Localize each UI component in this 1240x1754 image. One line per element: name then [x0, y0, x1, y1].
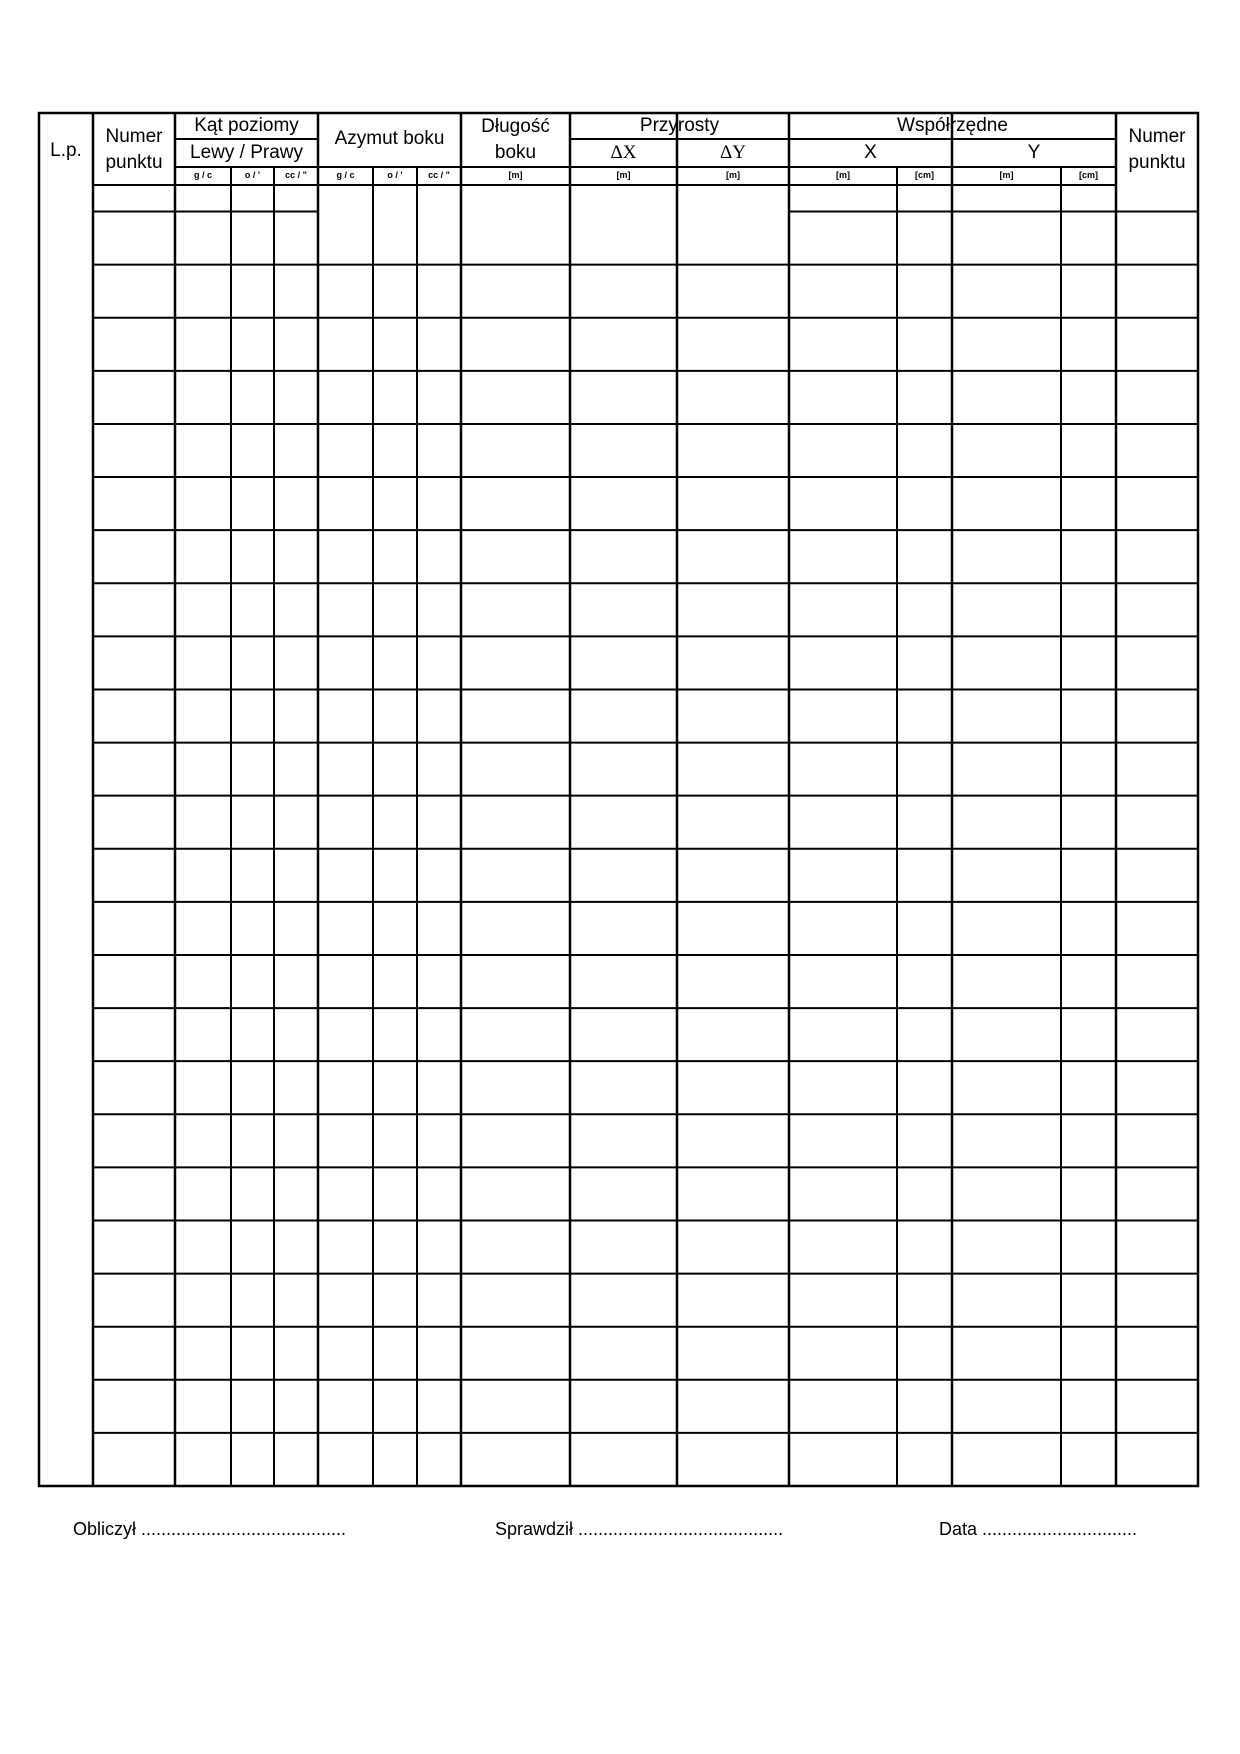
unit-kat-sec: cc / ": [285, 170, 307, 180]
unit-azymut-grad: g / c: [336, 170, 355, 180]
form-border: [39, 113, 1198, 1486]
header-wspolrzedne: Współrzędne: [897, 115, 1008, 136]
header-numer-punktu-left: Numer punktu: [105, 126, 163, 173]
header-azymut-boku: Azymut boku: [334, 128, 445, 149]
unit-kat-grad: g / c: [193, 170, 212, 180]
header-y: Y: [1027, 142, 1041, 163]
unit-x-cm: [cm]: [914, 170, 934, 180]
unit-x-m: [m]: [836, 170, 850, 180]
data-field[interactable]: Data ...............................: [939, 1519, 1138, 1539]
header-kat-poziomy: Kąt poziomy: [194, 115, 299, 136]
header-numer-punktu-right: Numer punktu: [1128, 126, 1186, 173]
unit-azymut-sec: cc / ": [428, 170, 450, 180]
unit-dlugosc: [m]: [508, 170, 523, 180]
unit-kat-deg: o / ': [244, 170, 261, 180]
header-lewy-prawy: Lewy / Prawy: [190, 142, 303, 163]
unit-dy: [m]: [726, 170, 740, 180]
unit-dx: [m]: [616, 170, 631, 180]
unit-y-cm: [cm]: [1078, 170, 1098, 180]
unit-y-m: [m]: [999, 170, 1014, 180]
header-dlugosc-boku: Długość boku: [481, 116, 550, 163]
unit-azymut-deg: o / ': [387, 170, 403, 180]
header-przyrosty: Przyrosty: [639, 115, 720, 136]
header-delta-x: ΔX: [610, 142, 637, 163]
obliczyl-field[interactable]: Obliczył .........................................: [73, 1519, 347, 1539]
header-x: X: [864, 142, 877, 163]
header-lp: L.p.: [50, 140, 82, 161]
sprawdzil-field[interactable]: Sprawdził .........................................: [495, 1519, 784, 1539]
header-delta-y: ΔY: [720, 142, 746, 163]
